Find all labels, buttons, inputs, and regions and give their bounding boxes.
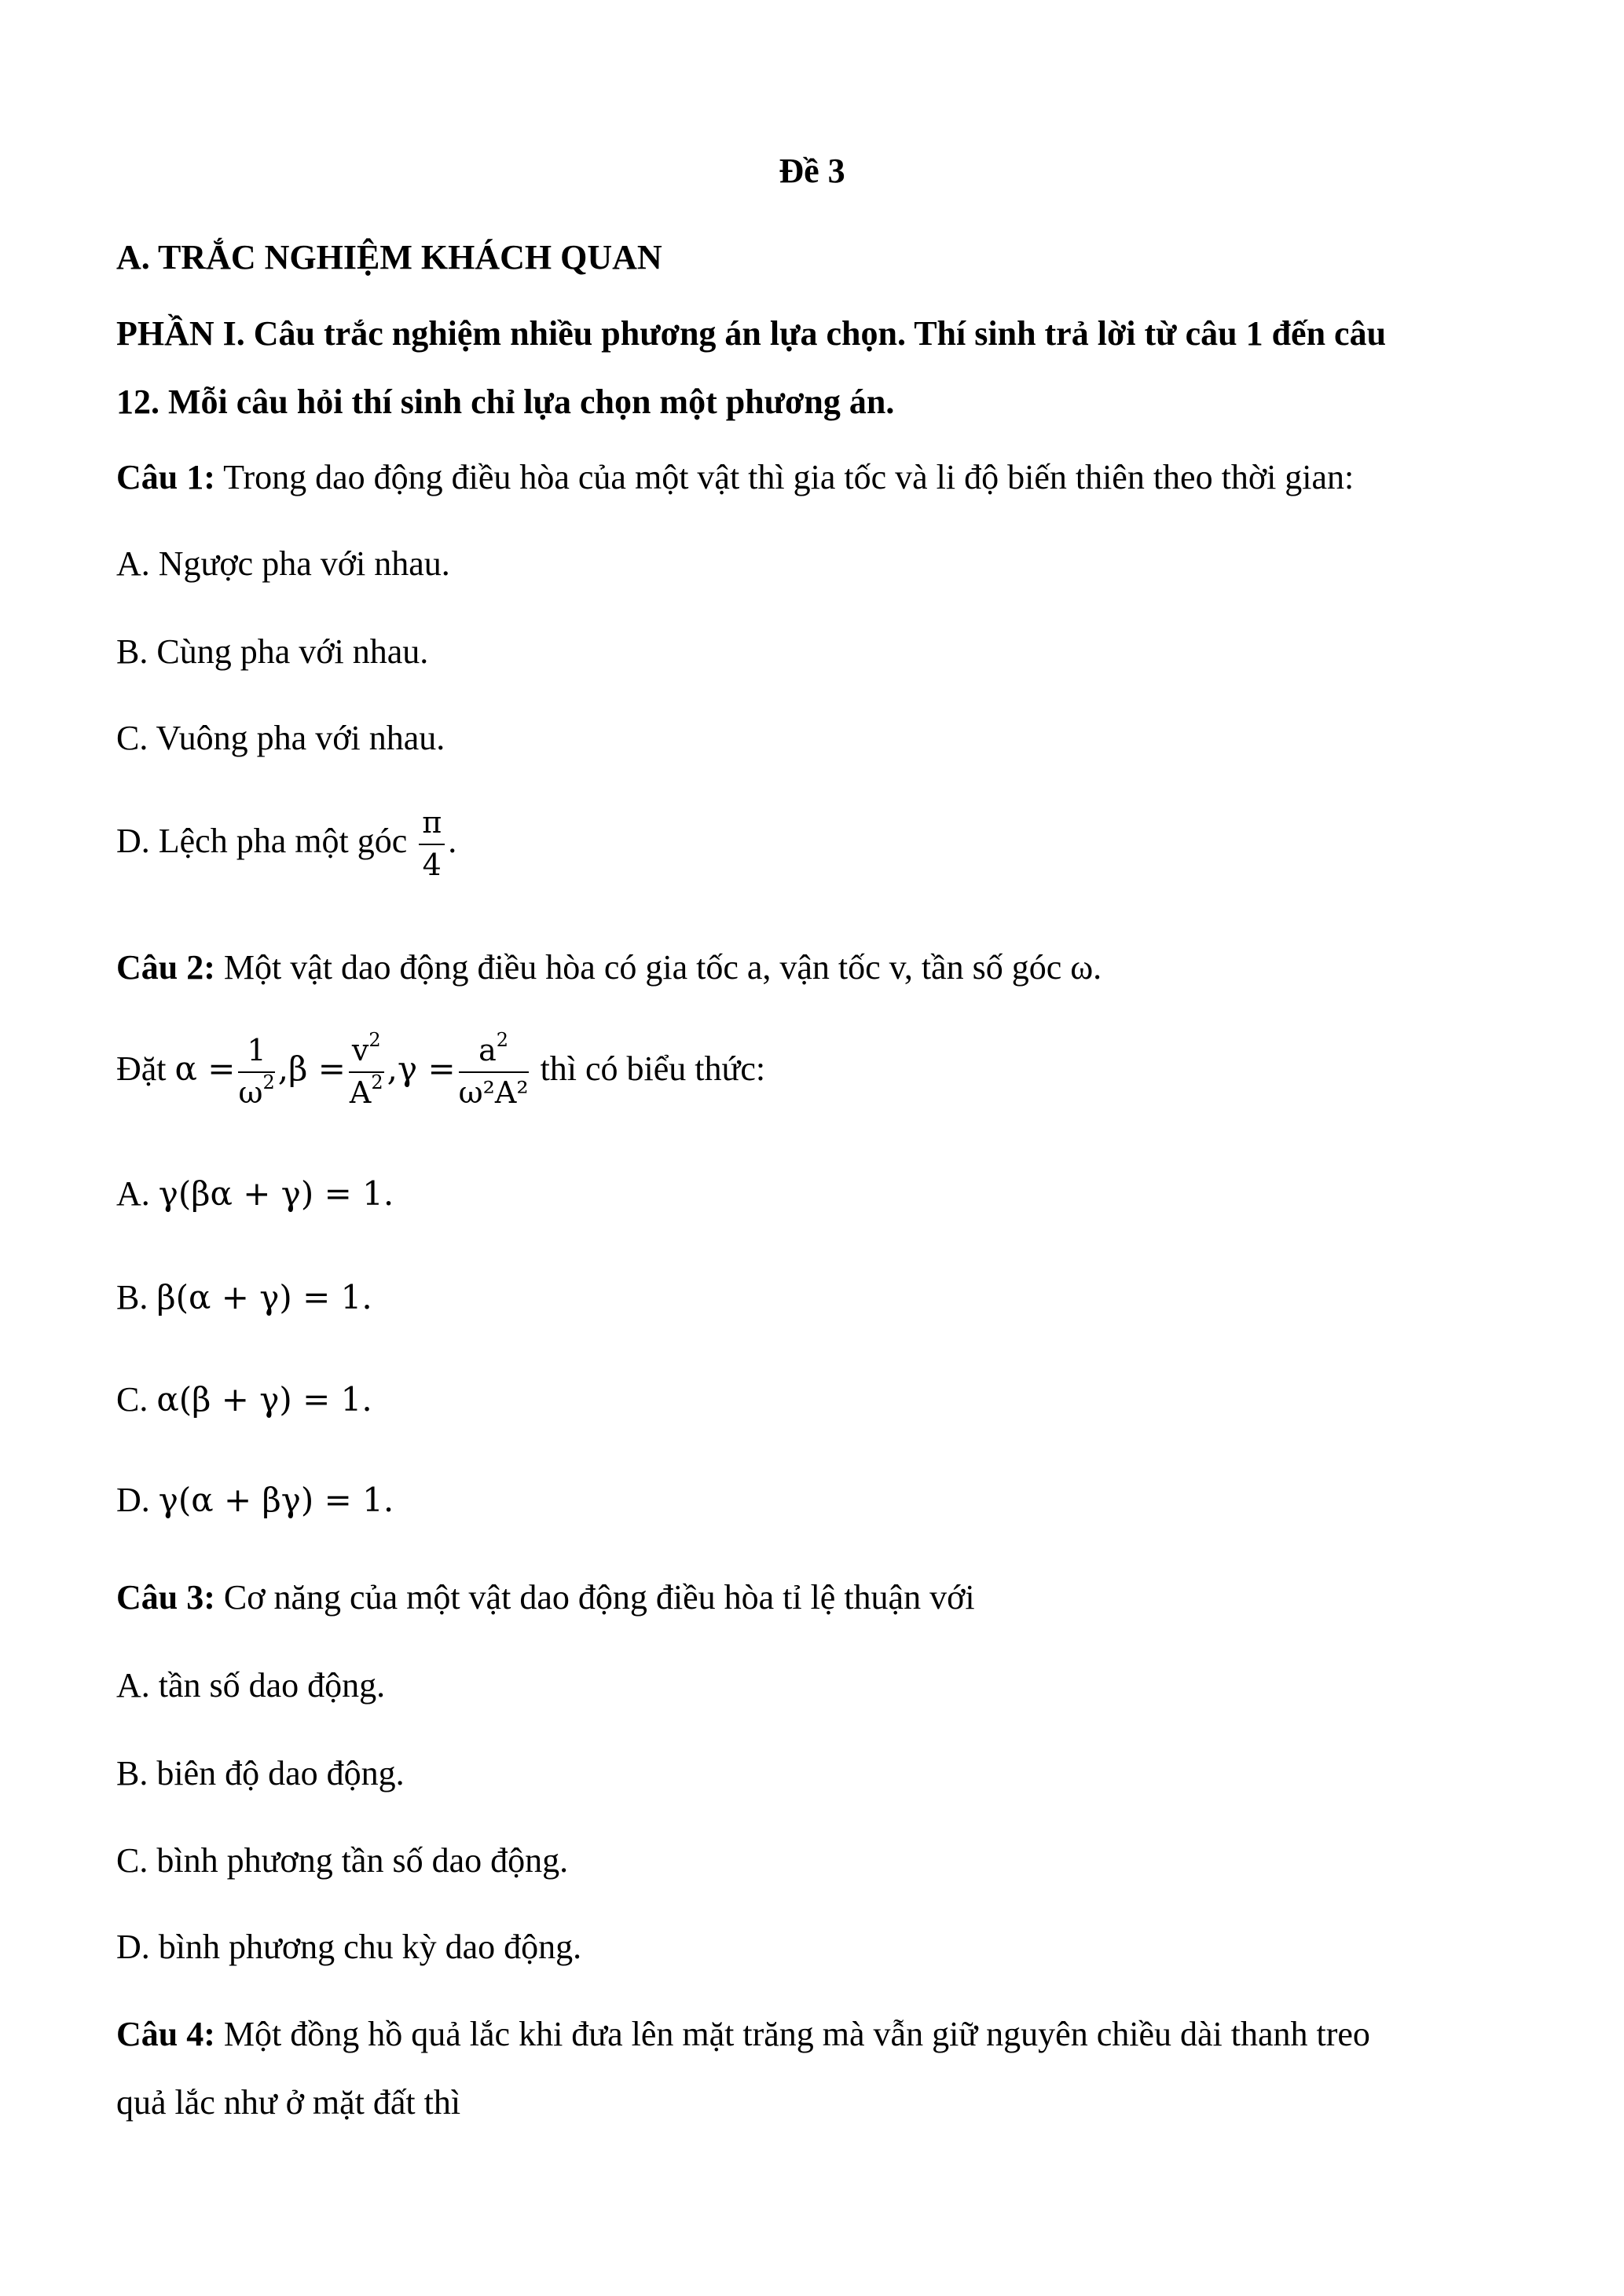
alpha-lhs: α = [174,1049,236,1088]
q2-definitions [116,1029,766,1110]
question-label: Câu 2: [116,948,215,987]
section-heading: A. TRẮC NGHIỆM KHÁCH QUAN [116,238,662,276]
beta-lhs: ,β = [277,1049,346,1088]
fraction-numerator: $a^2$ [459,1034,529,1073]
fraction-denominator: $A^2$ [349,1071,383,1110]
option-text: D. Lệch pha một góc [116,821,408,860]
fraction-denominator: 4 [422,847,442,882]
gamma-lhs: ,γ = [387,1049,456,1088]
alpha-fraction [238,1034,274,1110]
option-expression: β(α + γ) = 1. [156,1278,372,1316]
q1-option-b: B. Cùng pha với nhau. [116,632,429,671]
q2-option-c [116,1382,372,1417]
q1-option-a: A. Ngược pha với nhau. [116,544,450,583]
q2-option-b [116,1280,372,1315]
page-title: Đề 3 [779,152,845,190]
option-expression: α(β + γ) = 1. [156,1380,372,1419]
question-label: Câu 3: [116,1578,215,1617]
option-expression: γ(α + βγ) = 1. [158,1481,394,1519]
option-label: C. [116,1380,148,1419]
q3-option-c: C. bình phương tần số dao động. [116,1841,569,1880]
fraction-denominator: ω²A² [458,1075,529,1110]
fraction-numerator: π [419,806,445,845]
part-heading-line-1: PHẦN I. Câu trắc nghiệm nhiều phương án lựa chọn. Thí sinh trả lời từ câu 1 đến câu [116,314,1387,353]
definition-suffix: thì có biểu thức: [540,1049,766,1088]
question-text: Trong dao động điều hòa của một vật thì gia tốc và li độ biến thiên theo thời gian: [214,458,1355,496]
question-4 [116,2017,1370,2052]
question-label: Câu 4: [116,2015,215,2053]
q3-option-b: B. biên độ dao động. [116,1754,405,1792]
question-3 [116,1580,975,1615]
gamma-fraction [458,1029,529,1110]
question-1 [116,460,1354,495]
question-text: Một vật dao động điều hòa có gia tốc a, vận tốc v, tần số góc ω. [214,948,1102,987]
q1-option-d [116,806,456,882]
question-4-continuation: quả lắc như ở mặt đất thì [116,2083,461,2122]
fraction-numerator: 1 [238,1034,274,1073]
q1-option-c: C. Vuông pha với nhau. [116,719,445,757]
question-2 [116,950,1102,985]
question-text: Cơ năng của một vật dao động điều hòa tỉ lệ thuận với [214,1578,975,1617]
option-end: . [448,821,457,860]
fraction-denominator: $\omega^2$ [238,1071,275,1110]
fraction-pi-over-4 [419,806,445,882]
q2-option-d [116,1483,394,1518]
question-text: Một đồng hồ quả lắc khi đưa lên mặt trăng mà vẫn giữ nguyên chiều dài thanh treo [214,2015,1370,2053]
definition-prefix: Đặt [116,1049,167,1088]
part-heading-line-2: 12. Mỗi câu hỏi thí sinh chỉ lựa chọn một phương án. [116,383,895,421]
option-label: D. [116,1481,150,1519]
q2-option-a [116,1174,394,1213]
q3-option-d: D. bình phương chu kỳ dao động. [116,1928,582,1966]
option-expression: γ(βα + γ) = 1. [158,1174,394,1213]
q3-option-a: A. tần số dao động. [116,1666,386,1705]
option-label: A. [116,1174,150,1213]
beta-fraction [349,1029,384,1110]
question-label: Câu 1: [116,458,215,496]
fraction-numerator: $v^2$ [349,1034,384,1073]
option-label: B. [116,1278,148,1316]
